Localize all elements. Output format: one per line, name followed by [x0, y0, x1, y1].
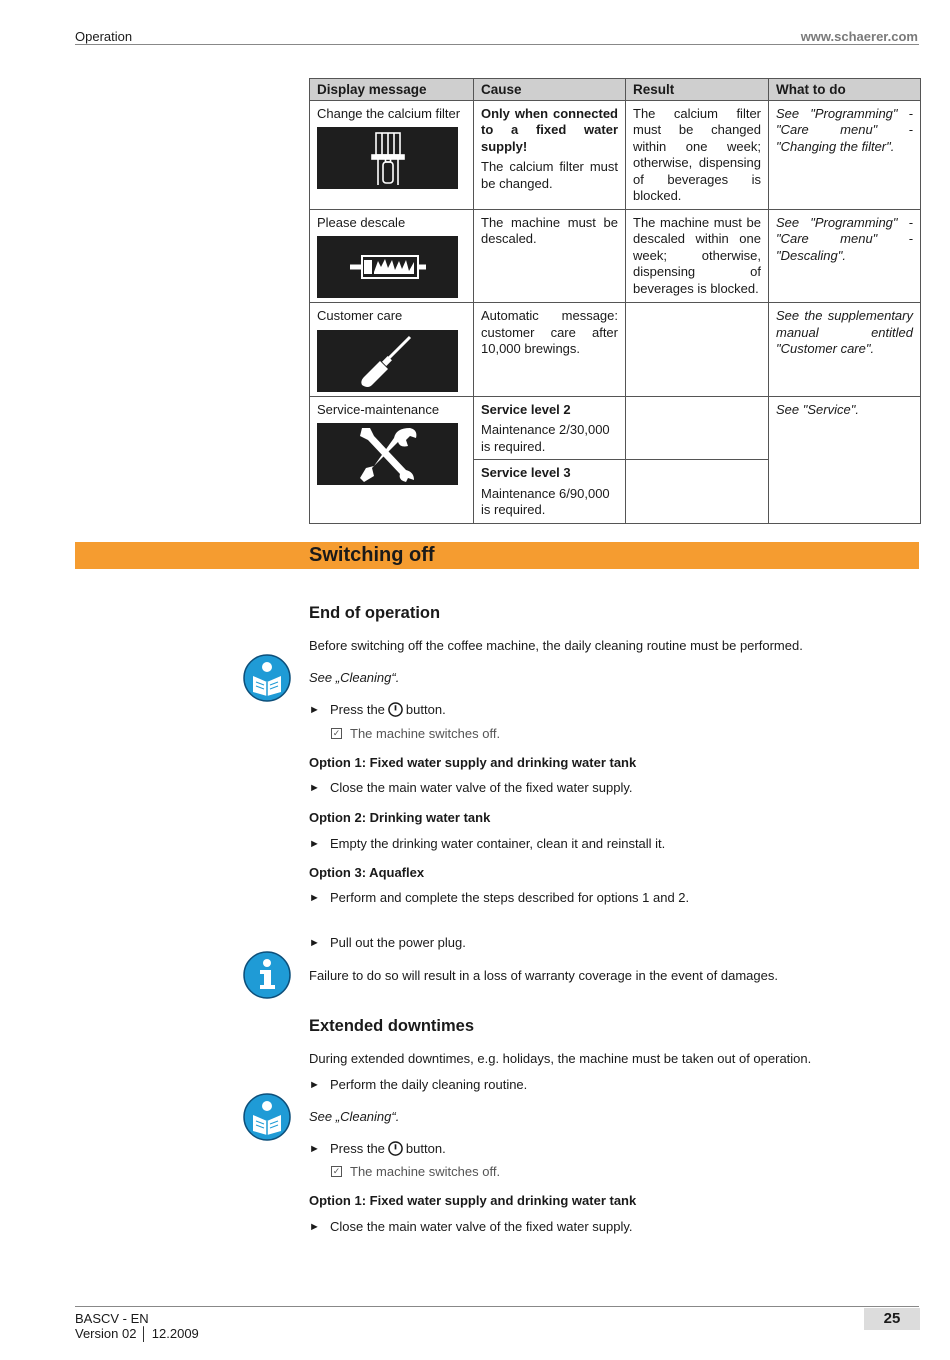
table-row [310, 209, 921, 303]
display-label: Please descale [317, 214, 406, 230]
end-of-operation-heading: End of operation [309, 604, 441, 622]
todo-cell: See the supplementary manual entitled "Customer care". [769, 303, 921, 397]
display-cell [310, 209, 474, 303]
cause-cell: The machine must be descaled. [474, 209, 626, 303]
step-press-power: ► Press the button. [309, 702, 446, 717]
checkbox-icon: ✓ [332, 1166, 341, 1176]
table-row [310, 396, 921, 460]
step-daily-cleaning: ► Perform the daily cleaning routine. [309, 1077, 528, 1092]
press-result: ✓ The machine switches off. [332, 1164, 501, 1179]
col-header: What to do [769, 79, 921, 101]
power-button-icon [388, 702, 403, 717]
info-icon [243, 951, 291, 999]
see-cleaning[interactable]: See „Cleaning“. [309, 670, 400, 685]
todo-cell: See "Programming" - "Care menu" - "Changing the filter". [769, 100, 921, 209]
cause-cell [474, 396, 626, 460]
step-arrow-icon: ► [309, 781, 320, 794]
header-rule [75, 44, 919, 45]
press-result: ✓ The machine switches off. [332, 726, 501, 741]
wrench-screwdriver-icon [317, 423, 458, 485]
step-press-power: ► Press the button. [309, 1141, 446, 1156]
table-row [310, 100, 921, 209]
cause-bold: Only when connected to a fixed water supply! [481, 105, 618, 154]
footer-rule [75, 1306, 919, 1307]
result-cell: The calcium filter must be changed within one week; otherwise, dispensing of beverages is blocked. [626, 100, 769, 209]
cause-cell: Automatic message: customer care after 10,000 brewings. [474, 303, 626, 397]
footer-version: Version 02 │ 12.2009 [75, 1326, 199, 1341]
display-cell [310, 303, 474, 397]
cause-cell [474, 460, 626, 524]
extended-downtimes-intro: During extended downtimes, e.g. holidays, the machine must be taken out of operation. [309, 1051, 812, 1066]
cause-text: Maintenance 2/30,000 is required. [481, 422, 610, 454]
option3-title: Option 3: Aquaflex [309, 865, 425, 880]
cause-cell [474, 100, 626, 209]
section-bar [75, 542, 919, 569]
descale-icon [317, 236, 458, 298]
step-arrow-icon: ► [309, 1220, 320, 1233]
footer-doc: BASCV - EN [75, 1311, 149, 1326]
table-header-row [310, 79, 921, 101]
todo-cell: See "Service". [769, 396, 921, 523]
display-label: Service-maintenance [317, 401, 440, 417]
result-cell [626, 460, 769, 524]
result-cell [626, 303, 769, 397]
col-header: Result [626, 79, 769, 101]
cause-text: Maintenance 6/90,000 is required. [481, 485, 610, 517]
table-row [310, 303, 921, 397]
option1-step: ► Close the main water valve of the fixed water supply. [309, 780, 633, 795]
cause-text: The calcium filter must be changed. [481, 159, 618, 191]
screwdriver-icon [317, 330, 458, 392]
option3-step: ► Perform and complete the steps described for options 1 and 2. [309, 890, 690, 905]
cause-bold: Service level 3 [481, 465, 571, 480]
checkbox-icon: ✓ [332, 728, 341, 738]
manual-read-icon [243, 654, 291, 702]
header-website[interactable]: www.schaerer.com [800, 29, 918, 44]
step-arrow-icon: ► [309, 936, 320, 949]
col-header: Display message [310, 79, 474, 101]
col-header: Cause [474, 79, 626, 101]
end-of-operation-intro: Before switching off the coffee machine, the daily cleaning routine must be performed. [309, 638, 803, 653]
warranty-warning: Failure to do so will result in a loss of warranty coverage in the event of damages. [309, 968, 778, 983]
step-arrow-icon: ► [309, 703, 320, 716]
power-button-icon [388, 1141, 403, 1156]
header-section: Operation [75, 29, 133, 44]
step-arrow-icon: ► [309, 837, 320, 850]
step-arrow-icon: ► [309, 1078, 320, 1091]
display-cell [310, 100, 474, 209]
display-cell [310, 396, 474, 523]
extended-downtimes-heading: Extended downtimes [309, 1017, 475, 1035]
page-number: 25 [864, 1308, 920, 1330]
see-cleaning[interactable]: See „Cleaning“. [309, 1109, 400, 1124]
section-title: Switching off [309, 544, 435, 566]
option2-title: Option 2: Drinking water tank [309, 810, 491, 825]
option1-step: ► Close the main water valve of the fixed water supply. [309, 1219, 633, 1234]
result-cell [626, 396, 769, 460]
option2-step: ► Empty the drinking water container, clean it and reinstall it. [309, 836, 666, 851]
display-message-table [309, 78, 921, 524]
step-arrow-icon: ► [309, 891, 320, 904]
option1-title: Option 1: Fixed water supply and drinking water tank [309, 755, 637, 770]
calcium-filter-icon [317, 127, 458, 189]
manual-read-icon [243, 1093, 291, 1141]
result-cell: The machine must be descaled within one week; otherwise, dispensing of beverages is blocked. [626, 209, 769, 303]
option1-title: Option 1: Fixed water supply and drinking water tank [309, 1193, 637, 1208]
display-label: Customer care [317, 308, 403, 323]
plug-step: ► Pull out the power plug. [309, 935, 466, 950]
display-label: Change the calcium filter [317, 105, 461, 121]
todo-cell: See "Programming" - "Care menu" - "Descaling". [769, 209, 921, 303]
cause-bold: Service level 2 [481, 401, 571, 417]
step-arrow-icon: ► [309, 1142, 320, 1155]
